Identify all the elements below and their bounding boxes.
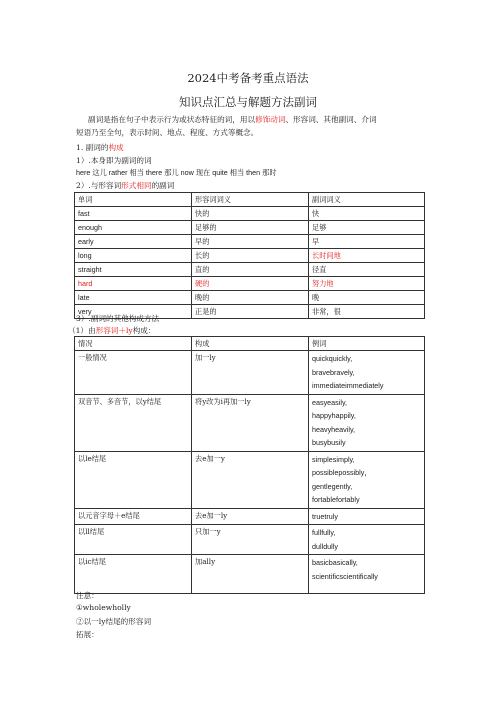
adjective-meaning-cell: 硬的 bbox=[192, 277, 309, 291]
formation-cell: 去e加一y bbox=[192, 451, 309, 508]
section-heading-1-1: 1）.本身即为副词的词 bbox=[76, 156, 152, 165]
adjective-meaning-cell: 快的 bbox=[192, 207, 309, 221]
adverb-meaning-cell: 快 bbox=[309, 207, 425, 221]
doc-title: 2024中考备考重点语法 bbox=[187, 71, 309, 85]
adjective-meaning-cell: 晚的 bbox=[192, 291, 309, 305]
table-header-cell: 构成 bbox=[192, 337, 309, 351]
example-word: immediateimmediately bbox=[312, 381, 384, 390]
table-row bbox=[75, 277, 425, 291]
ly-formation-table bbox=[74, 336, 425, 594]
formation-cell: 去e加一ly bbox=[192, 508, 309, 525]
adjective-meaning-cell: 长的 bbox=[192, 249, 309, 263]
note-item-2: ②以一ly结尾的形容词 bbox=[76, 617, 152, 626]
example-word: basicbasically, bbox=[312, 558, 358, 567]
table-header-cell: 情况 bbox=[75, 337, 192, 351]
example-cell bbox=[309, 394, 425, 451]
word-cell: enough bbox=[75, 221, 192, 235]
example-word: busybusily bbox=[312, 438, 346, 447]
table-header-cell: 单词 bbox=[75, 193, 192, 207]
word-cell: straight bbox=[75, 263, 192, 277]
table-row bbox=[75, 451, 425, 508]
case-cell: 一般情况 bbox=[75, 351, 192, 395]
example-word: dulldully bbox=[312, 541, 338, 551]
example-words-line: here 这儿 rather 相当 there 那儿 now 现在 quite 相当 then 那时 bbox=[76, 168, 277, 177]
adverb-meaning-cell: 早 bbox=[309, 235, 425, 249]
example-word: easyeasily, bbox=[312, 397, 348, 407]
intro-line-1: 副词是指在句子中表示行为或状态特征的词，用以修饰动词、形容词、其他副词、介词 bbox=[88, 115, 377, 124]
note-item-1: ①wholewholly bbox=[76, 603, 131, 612]
table-header-row bbox=[75, 337, 425, 351]
formation-cell: 加ally bbox=[192, 555, 309, 594]
section-heading-1-3: 3）.副词的其他构成方法 bbox=[76, 314, 160, 323]
table-header-cell: 副词词义 bbox=[309, 193, 425, 207]
table-row bbox=[75, 221, 425, 235]
case-cell: 以元音字母＋e结尾 bbox=[75, 508, 192, 525]
doc-subtitle: 知识点汇总与解题方法副词 bbox=[179, 95, 317, 109]
adjective-meaning-cell: 足够的 bbox=[192, 221, 309, 235]
intro-line-2: 短语乃至全句，表示时间、地点、程度、方式等概念。 bbox=[76, 128, 259, 137]
adverb-meaning-cell: 长时间地 bbox=[309, 249, 425, 263]
case-cell: 以ic结尾 bbox=[75, 555, 192, 594]
notes-label: 注意： bbox=[76, 591, 99, 600]
table-row bbox=[75, 525, 425, 555]
example-word: scientificscientifically bbox=[312, 571, 378, 581]
adverb-meaning-cell: 径直 bbox=[309, 263, 425, 277]
example-word: heavyheavily, bbox=[312, 424, 356, 434]
example-word: gentlegently, bbox=[312, 481, 353, 491]
example-word: bravebravely, bbox=[312, 367, 355, 377]
formation-cell: 加一ly bbox=[192, 351, 309, 395]
table-row bbox=[75, 351, 425, 395]
example-word: fortablefortably bbox=[312, 495, 360, 504]
word-cell: long bbox=[75, 249, 192, 263]
section-heading-1-3-1: （1）由形容词＋ly构成： bbox=[68, 326, 156, 335]
table-row bbox=[75, 235, 425, 249]
table-header-cell: 形容词词义 bbox=[192, 193, 309, 207]
section-heading-1: 1. 副词的构成 bbox=[76, 143, 124, 152]
adverb-meaning-cell: 晚 bbox=[309, 291, 425, 305]
word-cell: late bbox=[75, 291, 192, 305]
word-cell: fast bbox=[75, 207, 192, 221]
table-row bbox=[75, 394, 425, 451]
example-word: truetruly bbox=[312, 511, 338, 521]
table-header-row bbox=[75, 193, 425, 207]
table-row bbox=[75, 207, 425, 221]
word-cell: early bbox=[75, 235, 192, 249]
formation-cell: 只加一y bbox=[192, 525, 309, 555]
example-word: fullfully, bbox=[312, 528, 336, 537]
table-row bbox=[75, 555, 425, 594]
adverb-meaning-cell: 努力地 bbox=[309, 277, 425, 291]
case-cell: 以le结尾 bbox=[75, 451, 192, 508]
table-row bbox=[75, 263, 425, 277]
adjective-meaning-cell: 早的 bbox=[192, 235, 309, 249]
example-word: quickquickly, bbox=[312, 354, 353, 363]
example-word: possiblepossibly， bbox=[312, 468, 372, 477]
example-cell bbox=[309, 351, 425, 395]
example-cell bbox=[309, 555, 425, 594]
example-word: happyhappily, bbox=[312, 411, 356, 420]
table-row bbox=[75, 291, 425, 305]
section-heading-1-2: 2）.与形容词形式相同的副词 bbox=[76, 181, 175, 190]
extension-label: 拓展： bbox=[76, 630, 99, 639]
example-cell bbox=[309, 525, 425, 555]
word-cell: very bbox=[75, 305, 192, 319]
adverb-meaning-cell: 非常，很 bbox=[309, 305, 425, 319]
example-cell bbox=[309, 508, 425, 525]
same-form-adverb-table bbox=[74, 192, 425, 319]
table-row bbox=[75, 249, 425, 263]
case-cell: 以ll结尾 bbox=[75, 525, 192, 555]
case-cell: 双音节、多音节，以y结尾 bbox=[75, 394, 192, 451]
example-word: simplesimply, bbox=[312, 454, 355, 464]
example-cell bbox=[309, 451, 425, 508]
formation-cell: 将y改为i再加一ly bbox=[192, 394, 309, 451]
word-cell: hard bbox=[75, 277, 192, 291]
table-row bbox=[75, 508, 425, 525]
adjective-meaning-cell: 直的 bbox=[192, 263, 309, 277]
adjective-meaning-cell: 正是的 bbox=[192, 305, 309, 319]
adverb-meaning-cell: 足够 bbox=[309, 221, 425, 235]
table-header-cell: 例词 bbox=[309, 337, 425, 351]
